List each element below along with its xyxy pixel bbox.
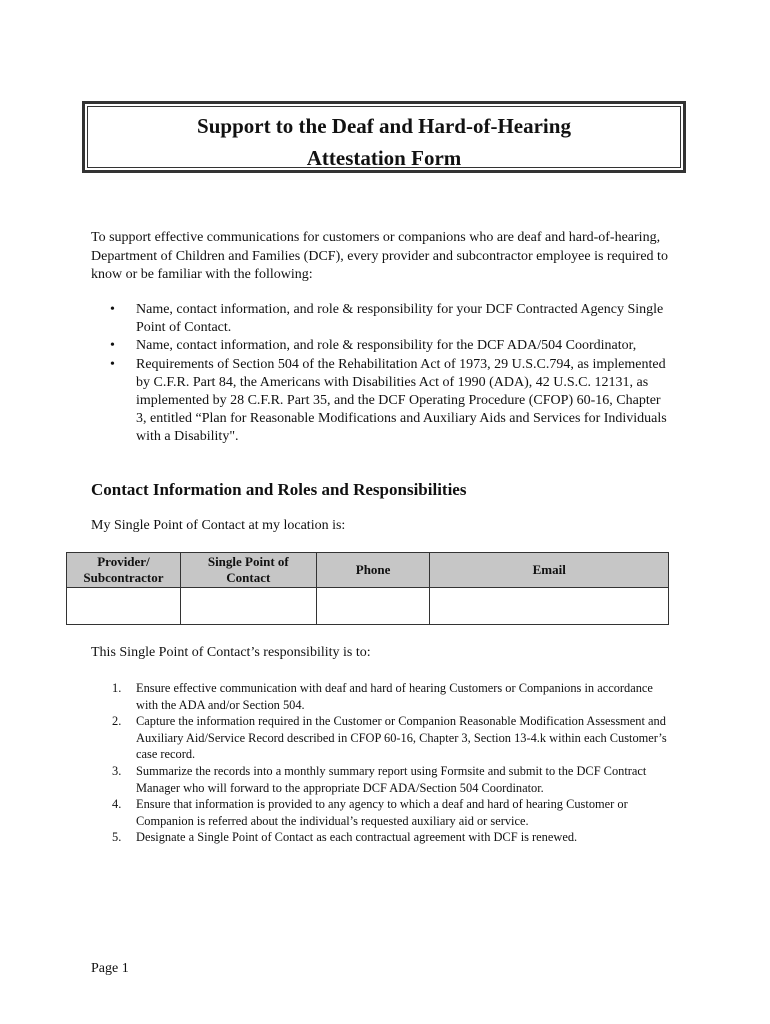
requirement-text: Requirements of Section 504 of the Rehabilitation Act of 1973, 29 U.S.C.794, as implemented by C.F.R. Part 84, the Americans with Disabilities Act of 1990 (ADA), 42 U.S.C. 12131, as implemented by 28 C.F.R. Part 35, and the DCF Operating Procedure (CFOP) 60-16, Chapter 3, entitled “Plan for Reasonable Modifications and Auxiliary Aids and Services for Individuals with a Disability". (136, 356, 667, 445)
list-item (108, 713, 674, 763)
item-number: 5. (112, 830, 122, 845)
provider-cell[interactable] (67, 588, 181, 625)
section-heading: Contact Information and Roles and Responsibilities (91, 480, 467, 499)
bullet-icon: • (110, 338, 115, 354)
header-provider: Provider/ Subcontractor (67, 553, 181, 588)
requirement-text: Name, contact information, and role & responsibility for the DCF ADA/504 Coordinator, (136, 338, 637, 354)
list-item (108, 301, 668, 337)
bullet-icon: • (110, 356, 115, 372)
list-item (108, 796, 674, 829)
requirement-text: Name, contact information, and role & responsibility for your DCF Contracted Agency Single Point of Contact. (136, 302, 664, 336)
list-item (108, 829, 674, 846)
list-item (108, 337, 668, 355)
list-item (108, 680, 674, 713)
duty-text: Ensure that information is provided to any agency to which a deaf and hard of hearing Customer or Companion is referred about the individual’s requested auxiliary aid or service. (136, 797, 628, 828)
email-cell[interactable] (430, 588, 669, 625)
item-number: 4. (112, 797, 122, 812)
responsibility-label: This Single Point of Contact’s responsibility is to: (91, 645, 371, 660)
list-item (108, 356, 668, 447)
phone-cell[interactable] (316, 588, 430, 625)
requirements-list (108, 301, 668, 447)
table-header-row (67, 553, 669, 588)
duty-text: Summarize the records into a monthly summary report using Formsite and submit to the DCF Contract Manager who will forward to the appropriate DCF ADA/Section 504 Coordinator. (136, 763, 647, 795)
item-number: 1. (112, 681, 122, 695)
header-phone: Phone (316, 553, 430, 588)
header-email: Email (430, 553, 669, 588)
duty-text: Ensure effective communication with deaf and hard of hearing Customers or Companions in accordance with the ADA and/or Section 504. (136, 681, 653, 712)
list-item (108, 763, 674, 796)
duty-text: Capture the information required in the Customer or Companion Reasonable Modification Assessment and Auxiliary Aid/Service Record described in CFOP 60-16, Chapter 3, Section 13-4.k within each Customer’s case record. (136, 714, 667, 762)
duties-list (108, 680, 674, 846)
item-number: 2. (112, 714, 122, 729)
contact-cell[interactable] (180, 588, 316, 625)
spoc-label: My Single Point of Contact at my location is: (91, 518, 346, 533)
header-single-point-of-contact: Single Point of Contact (180, 553, 316, 588)
page-title: Support to the Deaf and Hard-of-Hearing (197, 114, 571, 138)
intro-paragraph: To support effective communications for customers or companions who are deaf and hard-of-hearing, Department of Children and Families (DCF), every provider and subcontractor employee is required to know or be familiar with the following: (91, 230, 668, 282)
table-row (67, 588, 669, 625)
page-subtitle: Attestation Form (306, 146, 462, 170)
bullet-icon: • (110, 302, 115, 317)
item-number: 3. (112, 763, 122, 778)
duty-text: Designate a Single Point of Contact as each contractual agreement with DCF is renewed. (136, 830, 578, 845)
contact-table (66, 552, 669, 625)
page-number: Page 1 (91, 961, 129, 976)
title-box (82, 101, 686, 173)
